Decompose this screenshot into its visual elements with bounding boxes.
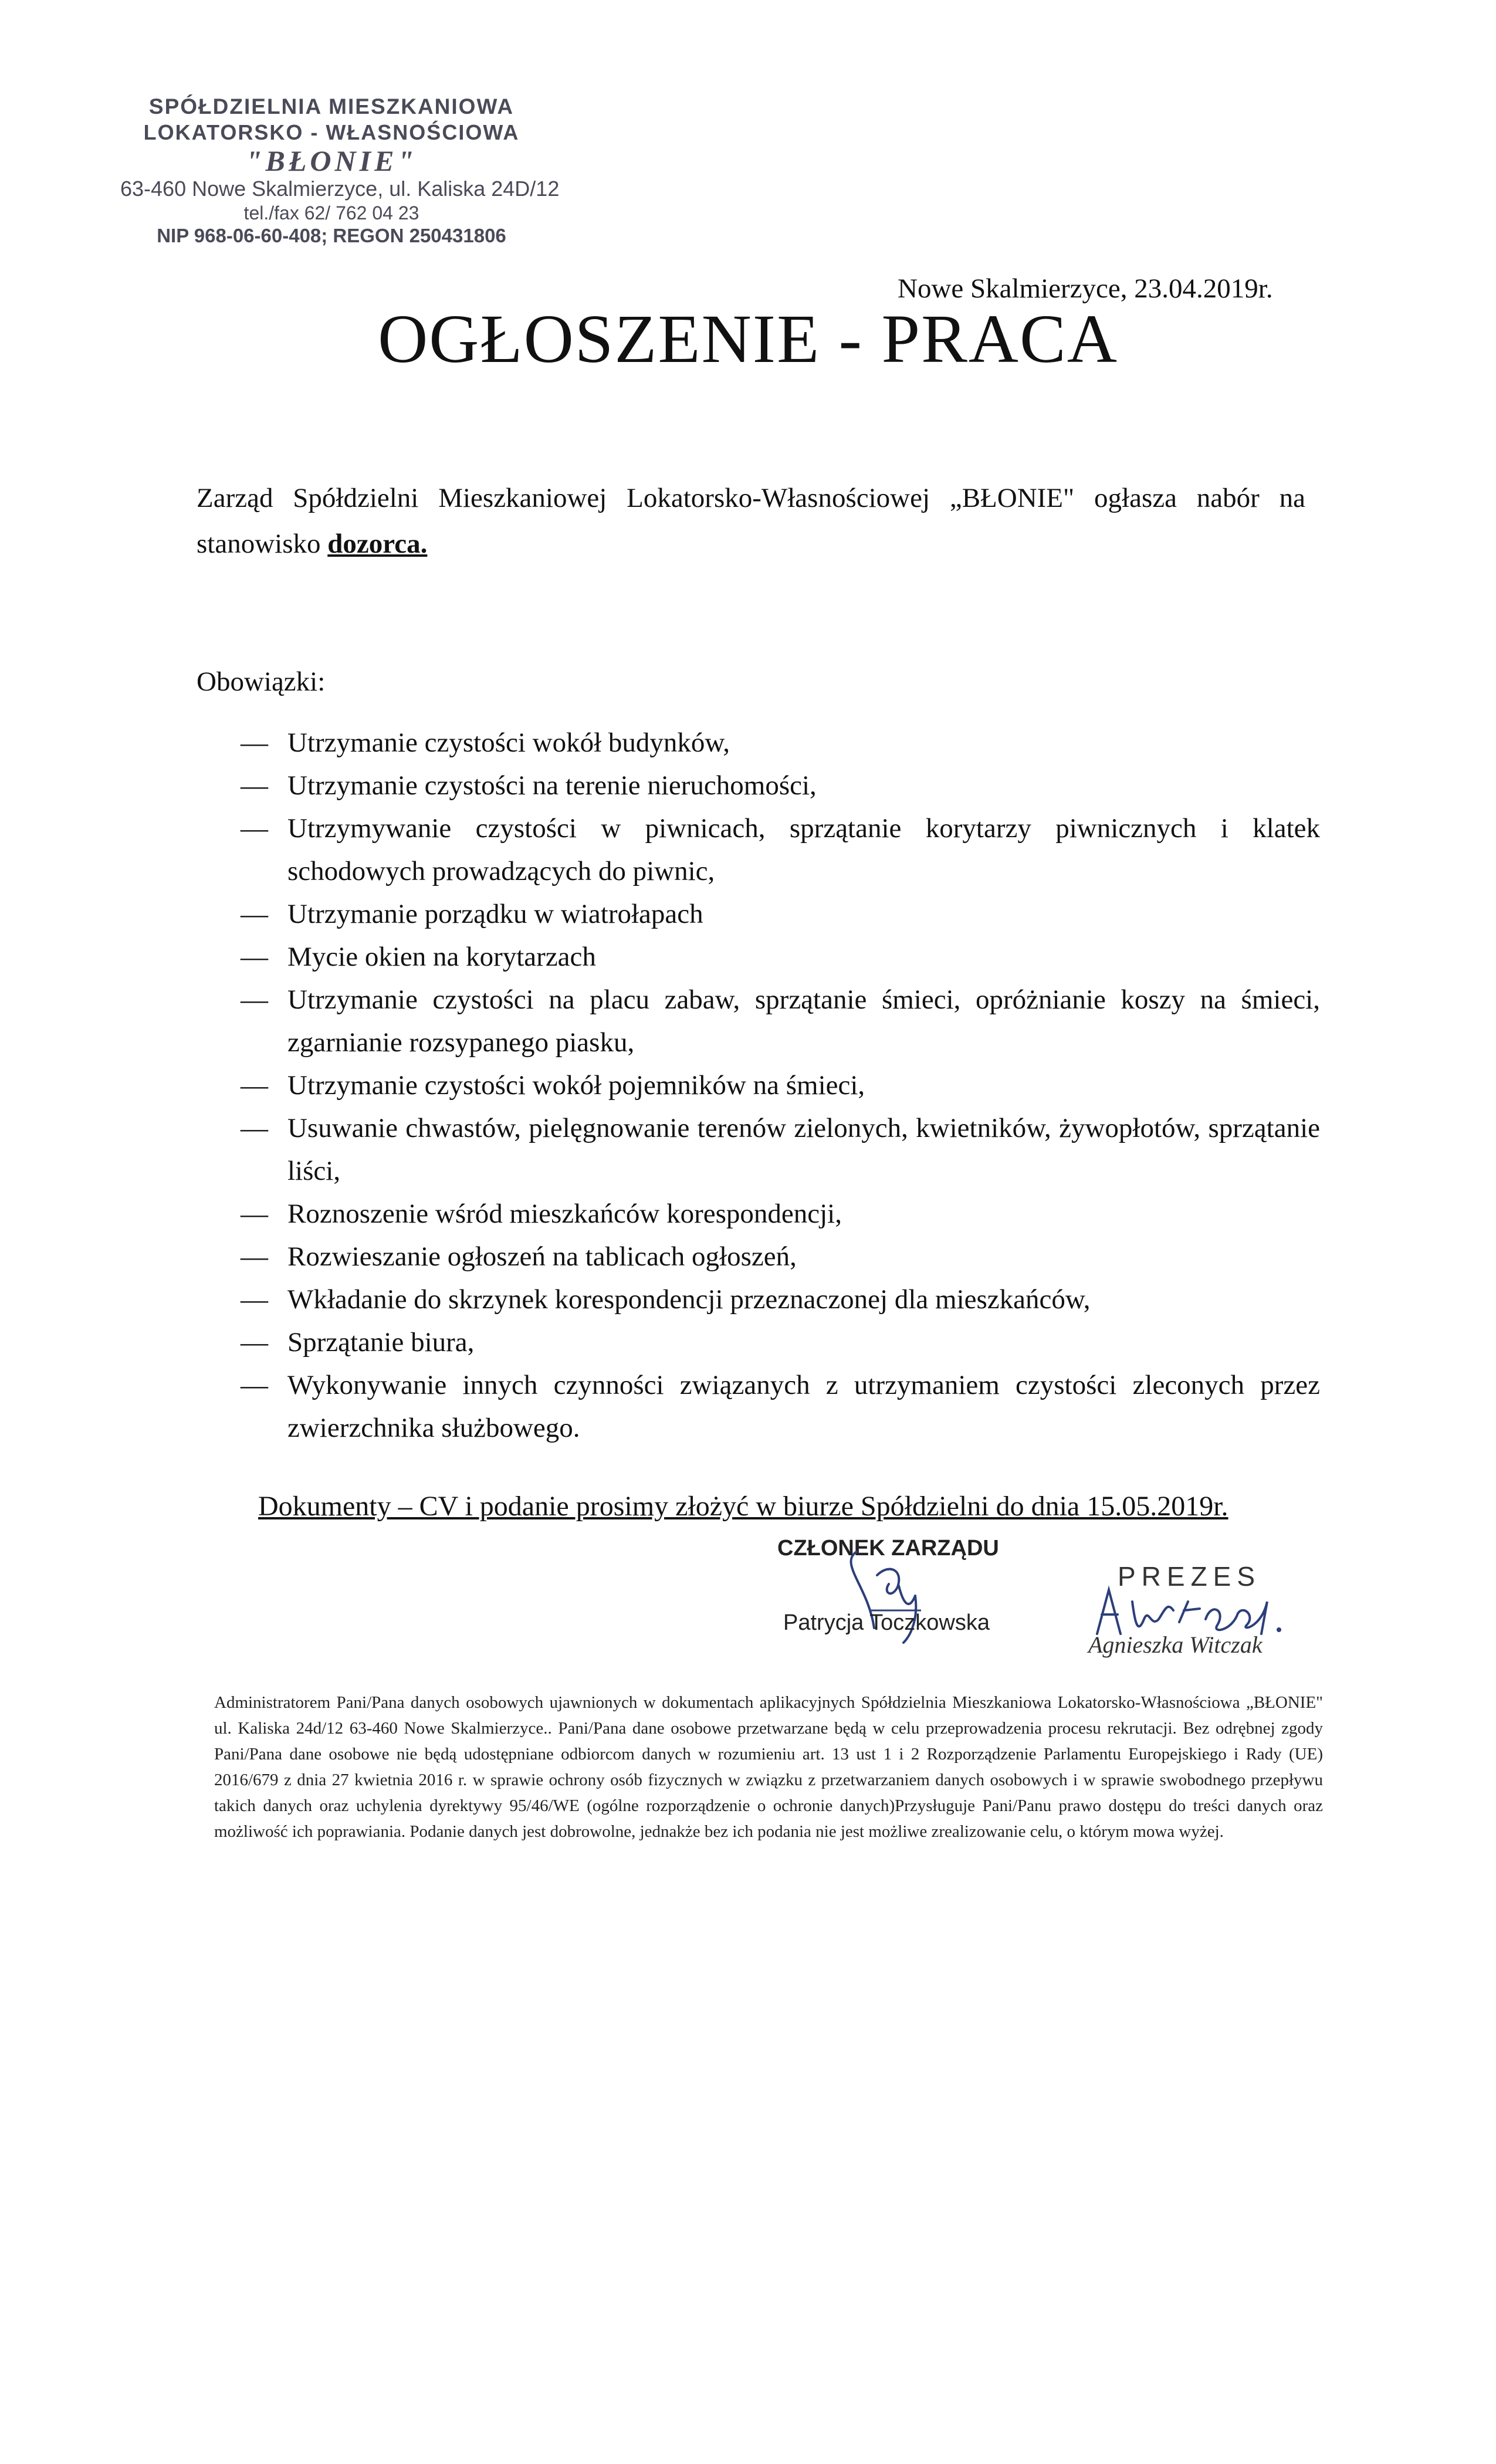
duty-item: [241, 1364, 1320, 1450]
duty-dash: —: [241, 770, 268, 801]
duty-item: [241, 807, 1320, 893]
duty-item: [241, 936, 1320, 979]
duty-dash: —: [241, 1113, 268, 1143]
president-name: Agnieszka Witczak: [1088, 1632, 1263, 1658]
intro-paragraph: [197, 475, 1305, 567]
duties-heading: Obowiązki:: [197, 666, 326, 697]
duty-dash: —: [241, 727, 268, 758]
duty-text: Sprzątanie biura,: [287, 1327, 475, 1358]
duty-item: [241, 979, 1320, 1064]
gdpr-clause: Administratorem Pani/Pana danych osobowych ujawnionych w dokumentach aplikacyjnych Spółdzielnia Mieszkaniowa Lokatorsko-Własnościowa „BŁONIE" ul. Kaliska 24d/12 63-460 Nowe Skalmierzyce.. Pani/Pana dane osobowe przetwarzane będą w celu przeprowadzenia procesu rekrutacji. Bez odrębnej zgody Pani/Pana dane osobowe nie będą udostępniane odbiorcom danych w rozumieniu art. 13 ust 1 i 2 Rozporządzenie Parlamentu Europejskiego i Rady (UE) 2016/679 z dnia 27 kwietnia 2016 r. w sprawie ochrony osób fizycznych w związku z przetwarzaniem danych osobowych i w sprawie swobodnego przepływu takich danych oraz uchylenia dyrektywy 95/46/WE (ogólne rozporządzenie o ochronie danych)Przysługuje Pani/Panu prawo dostępu do treści danych oraz możliwość ich poprawiania. Podanie danych jest dobrowolne, jednakże bez ich podania nie jest możliwe zrealizowanie celu, o którym mowa wyżej.: [214, 1693, 1323, 1841]
duty-item: [241, 1236, 1320, 1278]
intro-position-prefix: stanowisko: [197, 529, 321, 559]
duty-text: Utrzymanie czystości wokół pojemników na śmieci,: [287, 1070, 865, 1101]
intro-line: Zarząd Spółdzielni Mieszkaniowej Lokatorsko-Własnościowej „BŁONIE" ogłasza nabór na: [197, 483, 1305, 513]
duty-text: Usuwanie chwastów, pielęgnowanie terenów zielonych, kwietników, żywopłotów, sprzątanie liści,: [287, 1113, 1320, 1186]
duties-list: [241, 722, 1320, 1450]
duty-item: [241, 1064, 1320, 1107]
date-line: Nowe Skalmierzyce, 23.04.2019r.: [898, 273, 1273, 304]
duty-dash: —: [241, 984, 268, 1015]
duty-text: Utrzymanie czystości wokół budynków,: [287, 727, 730, 758]
duty-dash: —: [241, 899, 268, 929]
duty-item: [241, 764, 1320, 807]
duty-dash: —: [241, 1370, 268, 1400]
intro-line-position: [197, 521, 1305, 567]
duty-item: [241, 1107, 1320, 1193]
duty-dash: —: [241, 1327, 268, 1358]
duty-item: [241, 722, 1320, 764]
president-title: PREZES: [1118, 1561, 1261, 1592]
page-title: OGŁOSZENIE - PRACA: [378, 300, 1118, 377]
duty-dash: —: [241, 1199, 268, 1229]
duty-text: Utrzymanie czystości na terenie nieruchomości,: [287, 770, 817, 801]
duty-item: [241, 1278, 1320, 1321]
stamp-line-ids: NIP 968-06-60-408; REGON 250431806: [157, 225, 506, 246]
duty-item: [241, 1321, 1320, 1364]
stamp-line-type: LOKATORSKO - WŁASNOŚCIOWA: [143, 120, 520, 144]
duty-dash: —: [241, 813, 268, 844]
documents-note: Dokumenty – CV i podanie prosimy złożyć w biurze Spółdzielni do dnia 15.05.2019r.: [258, 1491, 1228, 1522]
duty-dash: —: [241, 1070, 268, 1101]
duty-item: [241, 1193, 1320, 1236]
duty-dash: —: [241, 1241, 268, 1272]
duty-text: Wykonywanie innych czynności związanych z utrzymaniem czystości zleconych przez zwierzchnika służbowego.: [287, 1370, 1320, 1443]
board-member-name: Patrycja Toczkowska: [783, 1610, 990, 1635]
duty-text: Mycie okien na korytarzach: [287, 942, 596, 972]
company-stamp: [120, 94, 560, 248]
duty-text: Utrzymanie czystości na placu zabaw, sprzątanie śmieci, opróżnianie koszy na śmieci, zgarnianie rozsypanego piasku,: [287, 984, 1320, 1058]
board-member-signature: [833, 1540, 933, 1657]
duty-item: [241, 893, 1320, 936]
board-member-title: CZŁONEK ZARZĄDU: [777, 1536, 999, 1561]
position-name: dozorca.: [327, 529, 428, 559]
duty-text: Rozwieszanie ogłoszeń na tablicach ogłoszeń,: [287, 1241, 797, 1272]
stamp-line-address: 63-460 Nowe Skalmierzyce, ul. Kaliska 24D/12: [120, 177, 560, 201]
stamp-line-brand: "BŁONIE": [245, 144, 418, 177]
duty-dash: —: [241, 1284, 268, 1315]
duty-text: Utrzymanie porządku w wiatrołapach: [287, 899, 703, 929]
duty-text: Wkładanie do skrzynek korespondencji przeznaczonej dla mieszkańców,: [287, 1284, 1091, 1315]
duty-text: Roznoszenie wśród mieszkańców korespondencji,: [287, 1199, 842, 1229]
stamp-line-name: SPÓŁDZIELNIA MIESZKANIOWA: [148, 94, 515, 119]
stamp-line-phone: tel./fax 62/ 762 04 23: [243, 202, 419, 224]
duty-text: Utrzymywanie czystości w piwnicach, sprzątanie korytarzy piwnicznych i klatek schodowych prowadzących do piwnic,: [287, 813, 1320, 886]
duty-dash: —: [241, 942, 268, 972]
